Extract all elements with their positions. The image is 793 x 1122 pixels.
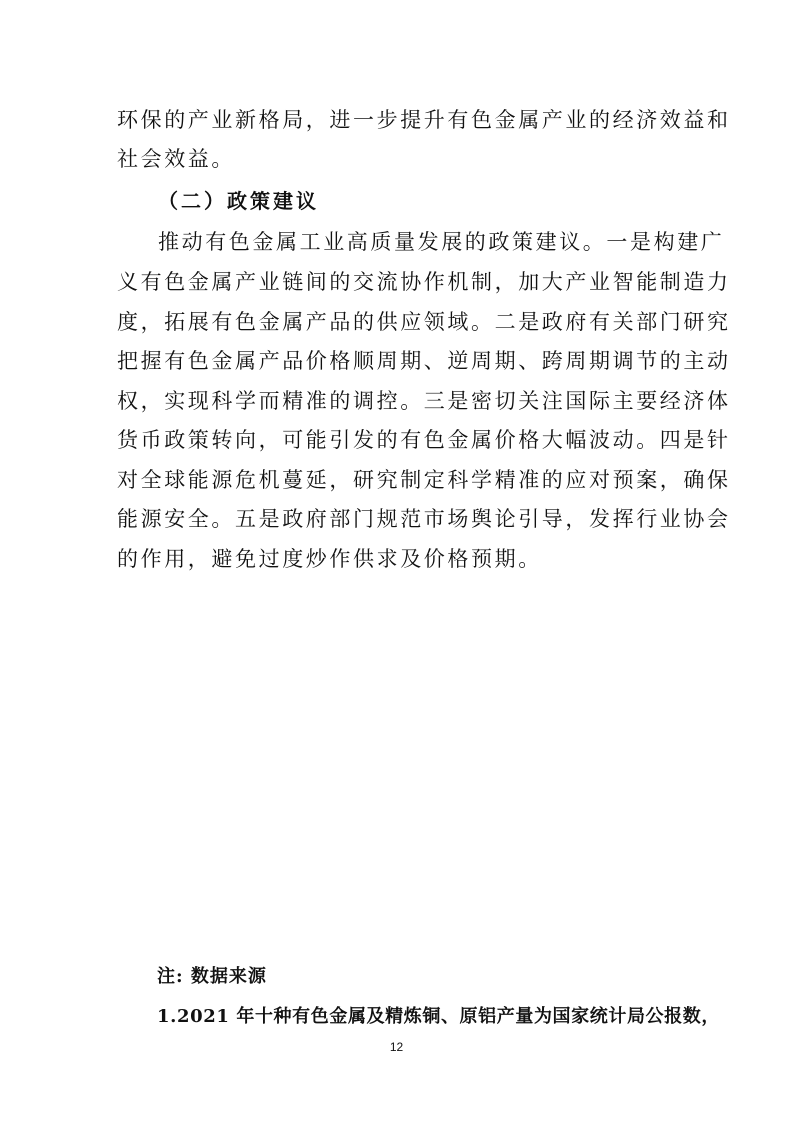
paragraph-line-2: 义有色金属产业链间的交流协作机制，加大产业智能制造力 [117,270,731,294]
paragraph-line-8: 能源安全。五是政府部门规范市场舆论引导，发挥行业协会 [117,507,731,531]
note-item-1: 1.2021 年十种有色金属及精炼铜、原铝产量为国家统计局公报数， [157,1006,720,1027]
paragraph-line-3: 度，拓展有色金属产品的供应领域。二是政府有关部门研究 [117,310,731,334]
paragraph-line-4: 把握有色金属产品价格顺周期、逆周期、跨周期调节的主动 [117,349,731,373]
page-number: 12 [389,1040,404,1054]
paragraph-line-7: 对全球能源危机蔓延，研究制定科学精准的应对预案，确保 [117,468,731,492]
body-line-2: 社会效益。 [117,147,235,171]
paragraph-line-6: 货币政策转向，可能引发的有色金属价格大幅波动。四是针 [117,428,731,452]
paragraph-line-9: 的作用，避免过度炒作供求及价格预期。 [117,547,542,571]
body-line-1: 环保的产业新格局，进一步提升有色金属产业的经济效益和 [117,108,731,132]
paragraph-line-1: 推动有色金属工业高质量发展的政策建议。一是构建广 [158,230,725,254]
section-heading: （二）政策建议 [158,189,319,213]
paragraph-line-5: 权，实现科学而精准的调控。三是密切关注国际主要经济体 [117,389,731,413]
note-label: 注: 数据来源 [157,966,267,987]
